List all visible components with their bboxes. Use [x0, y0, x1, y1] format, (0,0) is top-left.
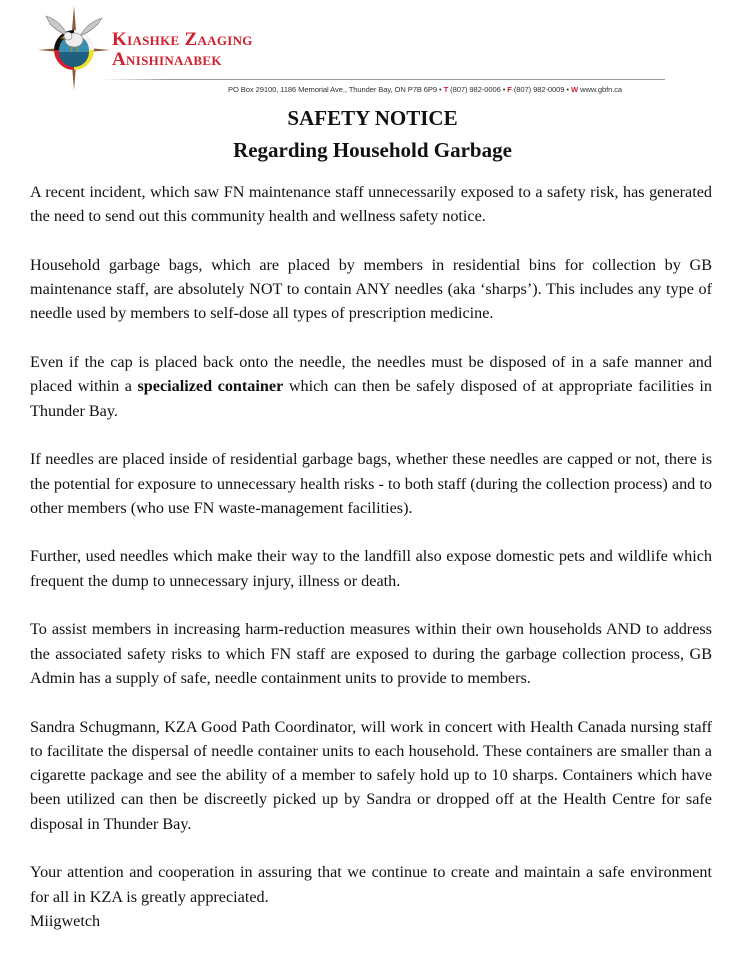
address: PO Box 29100, 1186 Memorial Ave., Thunder Bay, ON P7B 6P9 — [228, 85, 438, 94]
paragraph-cap-text-end: which can then be safely disposed of at appropriate facilities in Thunder Bay. — [30, 377, 713, 420]
notice-body — [30, 180, 712, 933]
fax-number: (807) 982-0009 — [513, 85, 565, 94]
notice-title: SAFETY NOTICE — [287, 106, 458, 130]
organization-name-line1: Kiashke Zaaging — [112, 29, 253, 50]
bullet-separator: • — [502, 85, 506, 94]
signoff: Miigwetch — [30, 911, 101, 930]
letterhead — [0, 0, 745, 100]
letterhead-divider — [100, 79, 665, 80]
paragraph-exposure-risk: If needles are placed inside of residential garbage bags, whether these needles are capped or not, there is the potential for exposure to unnecessary health risks - to both staff (during the collection process) and to other members (who use FN waste-management facilities). — [30, 450, 712, 517]
phone-number: (807) 982-0006 — [450, 85, 501, 94]
paragraph-coordinator: Sandra Schugmann, KZA Good Path Coordinator, will work in concert with Health Canada nursing staff to facilitate the dispersal of needle container units to each household. These containers are smaller than a cigarette package and see the ability of a member to safely hold up to 10 sharps. Containers which have been utilized can then be discreetly picked up by Sandra or dropped off at the Health Centre for safe disposal in Thunder Bay. — [30, 717, 712, 833]
web-label: W — [570, 85, 579, 94]
bullet-separator: • — [439, 85, 442, 94]
organization-name — [112, 30, 253, 70]
paragraph-appreciation: Your attention and cooperation in assuring that we continue to create and maintain a safe environment for all in KZA is greatly appreciated. — [30, 863, 712, 906]
website-link[interactable]: www.gbfn.ca — [580, 85, 623, 94]
paragraph-cap-text: Even if the cap is placed back onto the needle, the needles must be disposed of in a safe manner and placed within a — [30, 353, 712, 396]
specialized-container-emphasis: specialized container — [137, 377, 284, 396]
paragraph-cap — [30, 350, 712, 423]
phone-label: T — [443, 85, 449, 94]
notice-subtitle: Regarding Household Garbage — [233, 138, 512, 162]
paragraph-harm-reduction: To assist members in increasing harm-reduction measures within their own households AND to address the associated safety risks to which FN staff are exposed to during the garbage collection process, GB Admin has a supply of safe, needle containment units to provide to members. — [30, 620, 712, 687]
organization-name-line2: Anishinaabek — [112, 49, 222, 70]
eagle-medicine-wheel-logo-icon — [38, 6, 110, 90]
paragraph-garbage-bags: Household garbage bags, which are placed by members in residential bins for collection by GB maintenance staff, are absolutely NOT to contain ANY needles (aka ‘sharps’). This includes any type of needle used by members to self-dose all types of prescription medicine. — [30, 255, 712, 323]
fax-label: F — [507, 85, 512, 94]
bullet-separator: • — [566, 85, 569, 94]
paragraph-landfill: Further, used needles which make their way to the landfill also expose domestic pets and wildlife which frequent the dump to unnecessary injury, illness or death. — [30, 547, 712, 590]
paragraph-incident: A recent incident, which saw FN maintenance staff unnecessarily exposed to a safety risk, has generated the need to send out this community health and wellness safety notice. — [30, 183, 712, 226]
contact-line — [228, 85, 622, 94]
